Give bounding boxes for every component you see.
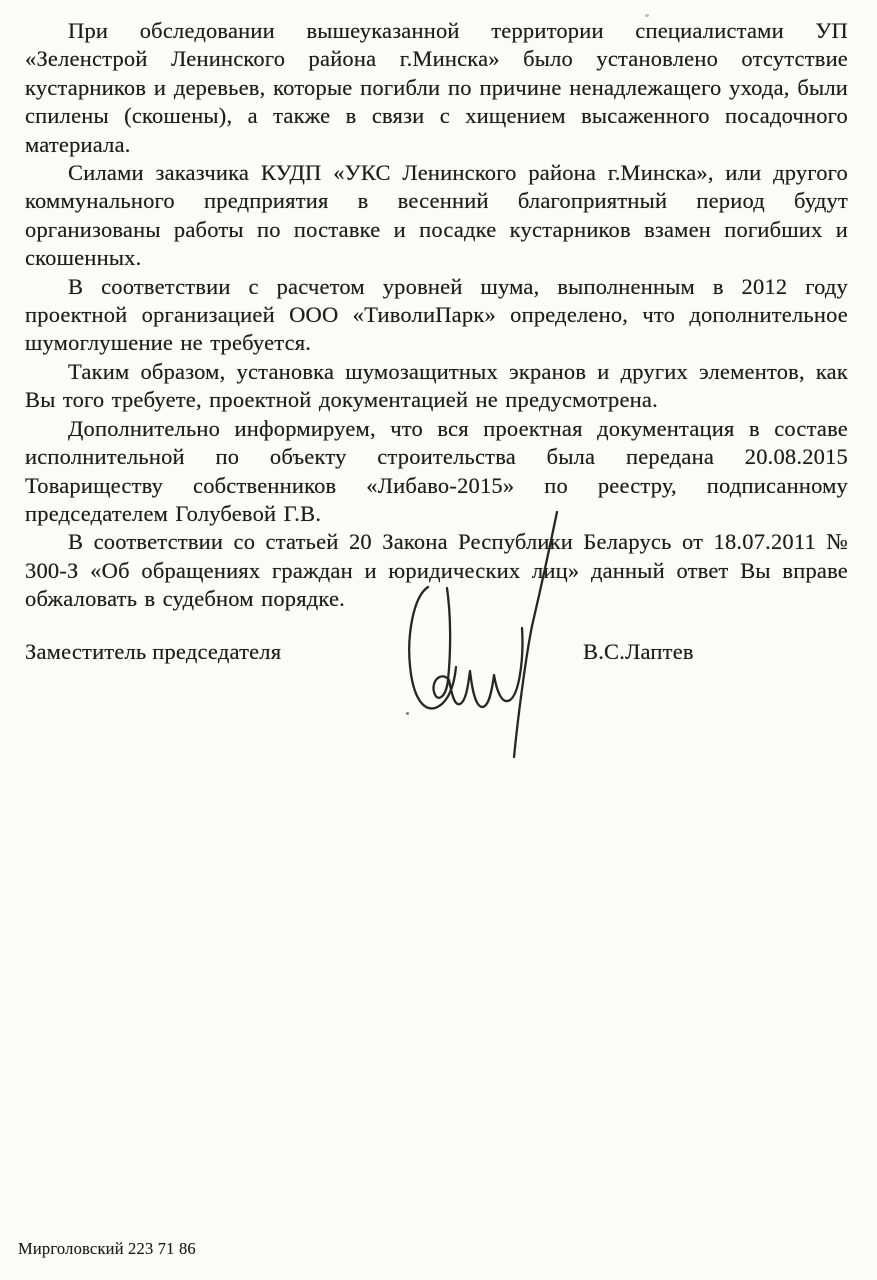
letter-paragraph: В соответствии с расчетом уровней шума, выполненным в 2012 году проектной организацией ООО «ТиволиПарк» определено, что дополнительное шумоглушение не требуется. [25, 273, 848, 356]
letter-paragraph: При обследовании вышеуказанной территории специалистами УП «Зеленстрой Ленинского района г.Минска» было установлено отсутствие кустарников и деревьев, которые погибли по причине ненадлежащего ухода, были спилены (скошены), а также в связи с хищением высаженного посадочного материала. [25, 18, 848, 157]
scan-speck [645, 14, 649, 17]
letter-paragraph: Таким образом, установка шумозащитных экранов и других элементов, как Вы того требуете, проектной документацией не предусмотрена. [25, 358, 848, 413]
letter-body [25, 17, 848, 614]
signer-name: В.С.Лаптев [583, 639, 694, 664]
letter-paragraph: Дополнительно информируем, что вся проектная документация в составе исполнительной по объекту строительства была передана 20.08.2015 Товариществу собственников «Либаво-2015» по реестру, подписанному председателем Голубевой Г.В. [25, 415, 848, 526]
letter-paragraph: В соответствии со статьей 20 Закона Республики Беларусь от 18.07.2011 № 300-З «Об обращениях граждан и юридических лиц» данный ответ Вы вправе обжаловать в судебном порядке. [25, 529, 848, 612]
letter-paragraph: Силами заказчика КУДП «УКС Ленинского района г.Минска», или другого коммунального предприятия в весенний благоприятный период будут организованы работы по поставке и посадке кустарников взамен погибших и скошенных. [25, 160, 848, 271]
position-title: Заместитель председателя [25, 639, 282, 664]
signature-row [25, 638, 848, 668]
scan-speck [406, 712, 409, 715]
footer-executor: Мирголовский 223 71 86 [18, 1239, 196, 1258]
